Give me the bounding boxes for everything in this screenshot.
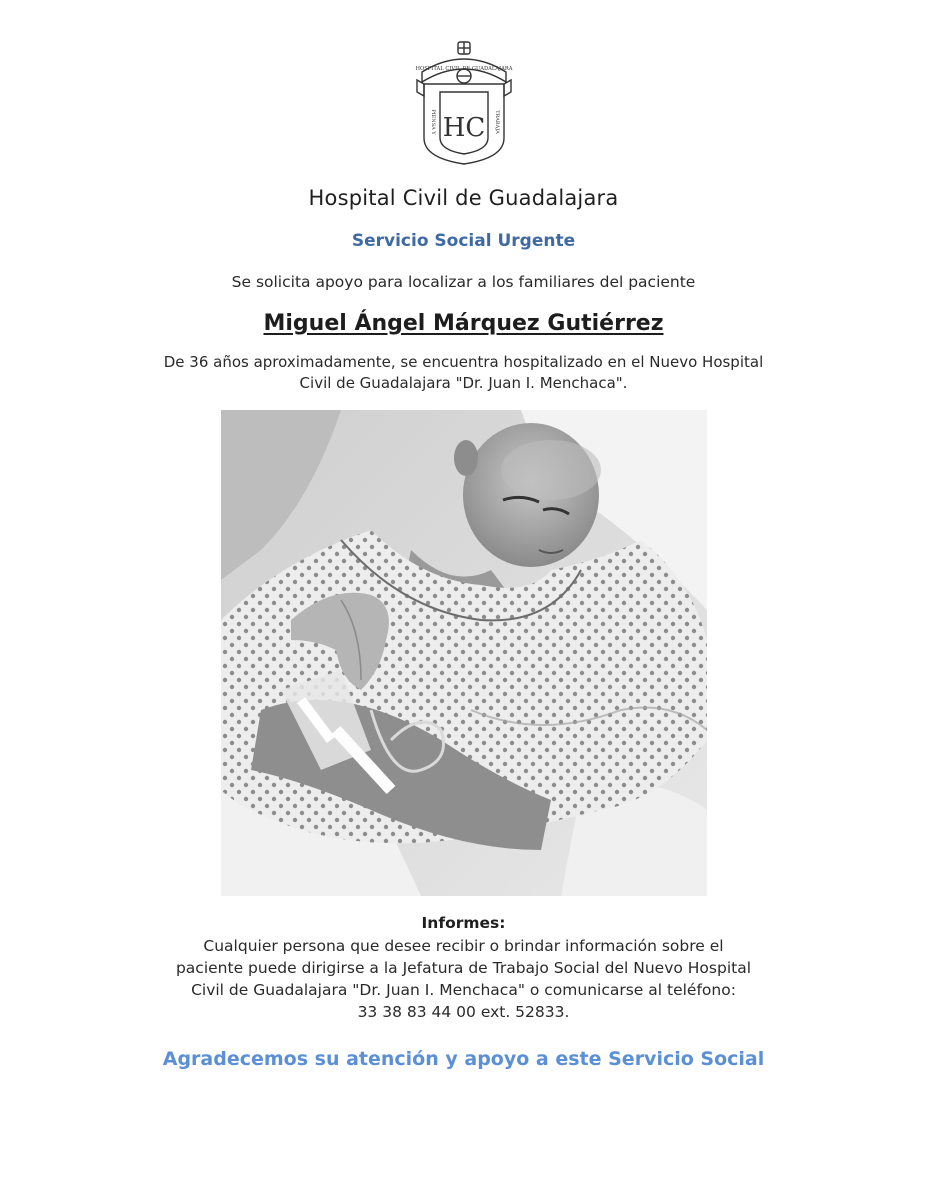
hospital-name: Hospital Civil de Guadalajara	[308, 186, 619, 210]
patient-photo	[221, 410, 707, 896]
informes-label: Informes:	[421, 914, 506, 932]
thanks-message: Agradecemos su atención y apoyo a este Servicio Social	[162, 1048, 765, 1070]
patient-description	[0, 352, 927, 394]
informes-line: Cualquier persona que desee recibir o brindar información sobre el	[203, 937, 724, 955]
informes-text	[0, 935, 927, 1023]
description-line: Civil de Guadalajara "Dr. Juan I. Menchaca".	[299, 374, 628, 392]
logo-left-motto: PIENSA Y	[430, 109, 436, 135]
informes-line: Civil de Guadalajara "Dr. Juan I. Menchaca" o comunicarse al teléfono:	[191, 981, 736, 999]
patient-name-block	[0, 311, 927, 336]
hospital-logo	[414, 40, 514, 170]
logo-ribbon-text: HOSPITAL CIVIL DE GUADALAJARA	[415, 66, 513, 72]
patient-name: Miguel Ángel Márquez Gutiérrez	[263, 311, 664, 336]
description-line: De 36 años aproximadamente, se encuentra hospitalizado en el Nuevo Hospital	[163, 353, 764, 371]
logo-right-motto: TRABAJA	[494, 110, 500, 134]
logo-monogram: HC	[442, 113, 486, 143]
hospital-crest-icon	[414, 40, 514, 170]
informes-phone: 33 38 83 44 00 ext. 52833.	[357, 1003, 570, 1021]
service-title: Servicio Social Urgente	[351, 231, 576, 251]
request-line: Se solicita apoyo para localizar a los familiares del paciente	[231, 273, 696, 291]
patient-photo-illustration	[221, 410, 707, 896]
informes-line: paciente puede dirigirse a la Jefatura de Trabajo Social del Nuevo Hospital	[175, 959, 752, 977]
